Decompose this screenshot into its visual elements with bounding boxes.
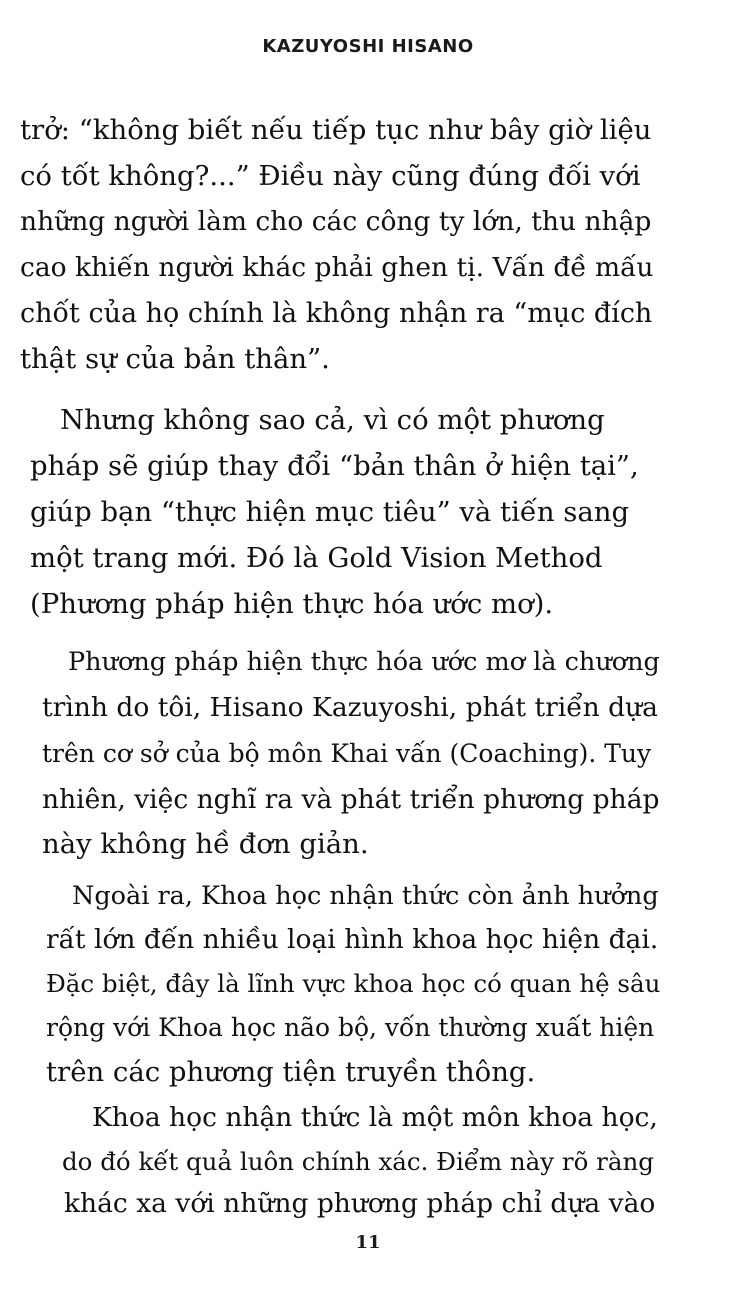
page-number: 11 — [355, 1232, 381, 1253]
text-line: này không hề đơn giản. — [42, 828, 369, 860]
text-line: có tốt không?...” Điều này cũng đúng đối với — [20, 160, 641, 192]
text-line: cao khiến người khác phải ghen tị. Vấn đề mấu — [20, 252, 654, 283]
text-line: chốt của họ chính là không nhận ra “mục đích — [20, 298, 653, 329]
text-line: nhiên, việc nghĩ ra và phát triển phương pháp — [42, 784, 660, 815]
text-line: những người làm cho các công ty lớn, thu nhập — [20, 206, 652, 237]
text-line: rất lớn đến nhiều loại hình khoa học hiện đại. — [46, 924, 659, 955]
text-line: trên cơ sở của bộ môn Khai vấn (Coaching). Tuy — [42, 739, 652, 768]
text-line: trở: “không biết nếu tiếp tục như bây giờ liệu — [20, 114, 652, 146]
text-line: thật sự của bản thân”. — [20, 343, 330, 375]
text-line: Nhưng không sao cả, vì có một phương — [60, 404, 605, 436]
text-line: một trang mới. Đó là Gold Vision Method — [30, 542, 603, 574]
text-line: khác xa với những phương pháp chỉ dựa vào — [64, 1188, 656, 1219]
text-line: Đặc biệt, đây là lĩnh vực khoa học có quan hệ sâu — [46, 969, 661, 998]
text-line: pháp sẽ giúp thay đổi “bản thân ở hiện tại”, — [30, 450, 639, 482]
text-line: Ngoài ra, Khoa học nhận thức còn ảnh hưởng — [72, 881, 659, 911]
text-line: Khoa học nhận thức là một môn khoa học, — [92, 1102, 658, 1133]
running-header: KAZUYOSHI HISANO — [262, 36, 474, 57]
text-line: Phương pháp hiện thực hóa ước mơ là chương — [68, 647, 660, 677]
text-line: (Phương pháp hiện thực hóa ước mơ). — [30, 588, 554, 620]
text-line: rộng với Khoa học não bộ, vốn thường xuất hiện — [46, 1013, 655, 1042]
text-line: giúp bạn “thực hiện mục tiêu” và tiến sang — [30, 496, 630, 528]
text-line: do đó kết quả luôn chính xác. Điểm này rõ ràng — [62, 1147, 654, 1176]
text-line: trên các phương tiện truyền thông. — [46, 1056, 536, 1088]
text-line: trình do tôi, Hisano Kazuyoshi, phát triển dựa — [42, 692, 658, 723]
